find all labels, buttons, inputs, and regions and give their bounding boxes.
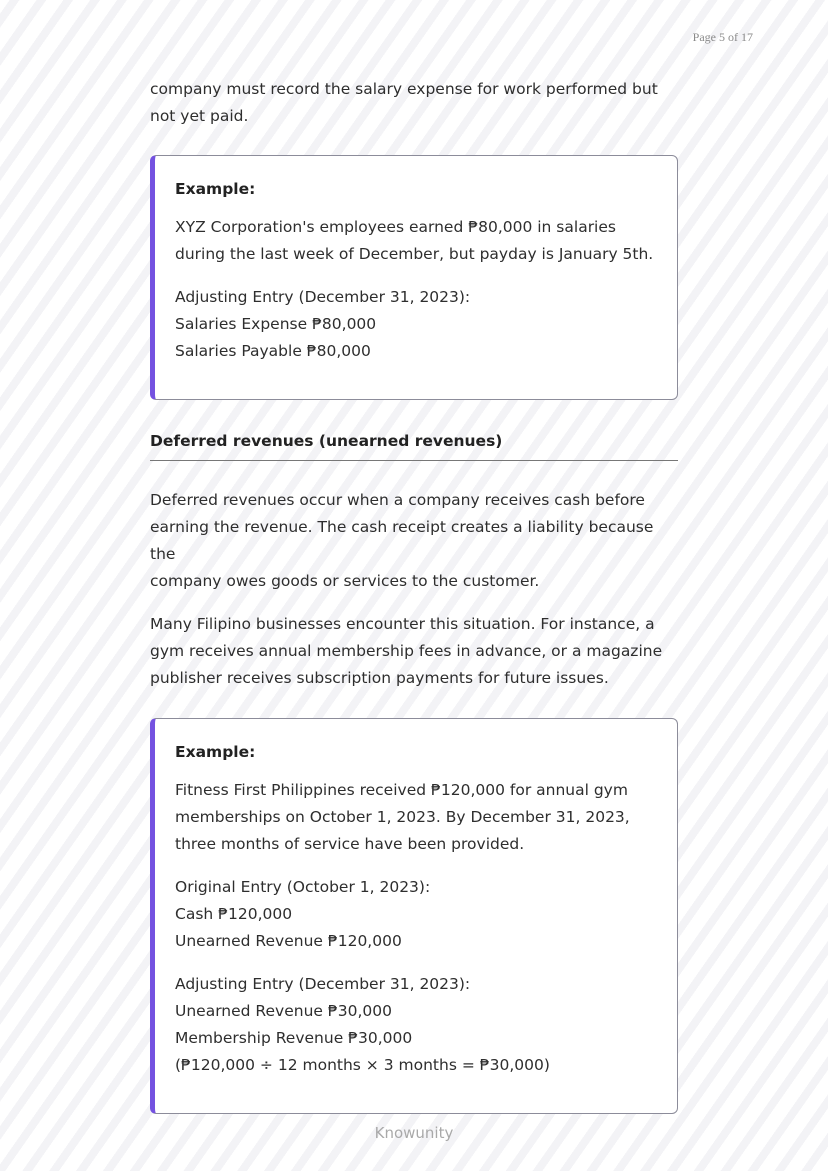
text-line: during the last week of December, but payday is January 5th. xyxy=(175,245,654,263)
section-heading: Deferred revenues (unearned revenues) xyxy=(150,430,678,461)
text-line: earning the revenue. The cash receipt creates a liability because the xyxy=(150,518,654,563)
text-line: company owes goods or services to the customer. xyxy=(150,572,540,590)
example-title: Example: xyxy=(175,180,256,198)
adjusting-entry xyxy=(175,971,655,1079)
example-title: Example: xyxy=(175,743,256,761)
text-line: Cash ₱120,000 xyxy=(175,905,293,923)
text-line: Salaries Payable ₱80,000 xyxy=(175,342,371,360)
text-line: Unearned Revenue ₱30,000 xyxy=(175,1002,392,1020)
example-description xyxy=(175,214,655,268)
text-line: (₱120,000 ÷ 12 months × 3 months = ₱30,000) xyxy=(175,1056,550,1074)
example-box-unearned-revenue xyxy=(150,718,678,1114)
example-box-salaries xyxy=(150,155,678,400)
text-line: gym receives annual membership fees in advance, or a magazine xyxy=(150,642,663,660)
adjusting-entry xyxy=(175,284,655,365)
text-line: Unearned Revenue ₱120,000 xyxy=(175,932,402,950)
deferred-revenue-paragraph xyxy=(150,487,678,595)
text-line: Many Filipino businesses encounter this situation. For instance, a xyxy=(150,615,655,633)
example-description xyxy=(175,777,655,858)
text-line: three months of service have been provided. xyxy=(175,835,525,853)
original-entry xyxy=(175,874,655,955)
text-line: Original Entry (October 1, 2023): xyxy=(175,878,431,896)
page-number: Page 5 of 17 xyxy=(692,30,753,44)
document-content xyxy=(150,76,678,1114)
text-line: Salaries Expense ₱80,000 xyxy=(175,315,377,333)
text-line: publisher receives subscription payments for future issues. xyxy=(150,669,609,687)
intro-paragraph xyxy=(150,76,678,130)
text-line: XYZ Corporation's employees earned ₱80,000 in salaries xyxy=(175,218,616,236)
filipino-businesses-paragraph xyxy=(150,611,678,692)
text-line: Adjusting Entry (December 31, 2023): xyxy=(175,975,471,993)
text-line: not yet paid. xyxy=(150,107,249,125)
text-line: Membership Revenue ₱30,000 xyxy=(175,1029,413,1047)
text-line: memberships on October 1, 2023. By December 31, 2023, xyxy=(175,808,630,826)
text-line: Adjusting Entry (December 31, 2023): xyxy=(175,288,471,306)
footer-brand: Knowunity xyxy=(374,1124,454,1142)
text-line: company must record the salary expense for work performed but xyxy=(150,80,658,98)
text-line: Deferred revenues occur when a company receives cash before xyxy=(150,491,645,509)
text-line: Fitness First Philippines received ₱120,000 for annual gym xyxy=(175,781,628,799)
